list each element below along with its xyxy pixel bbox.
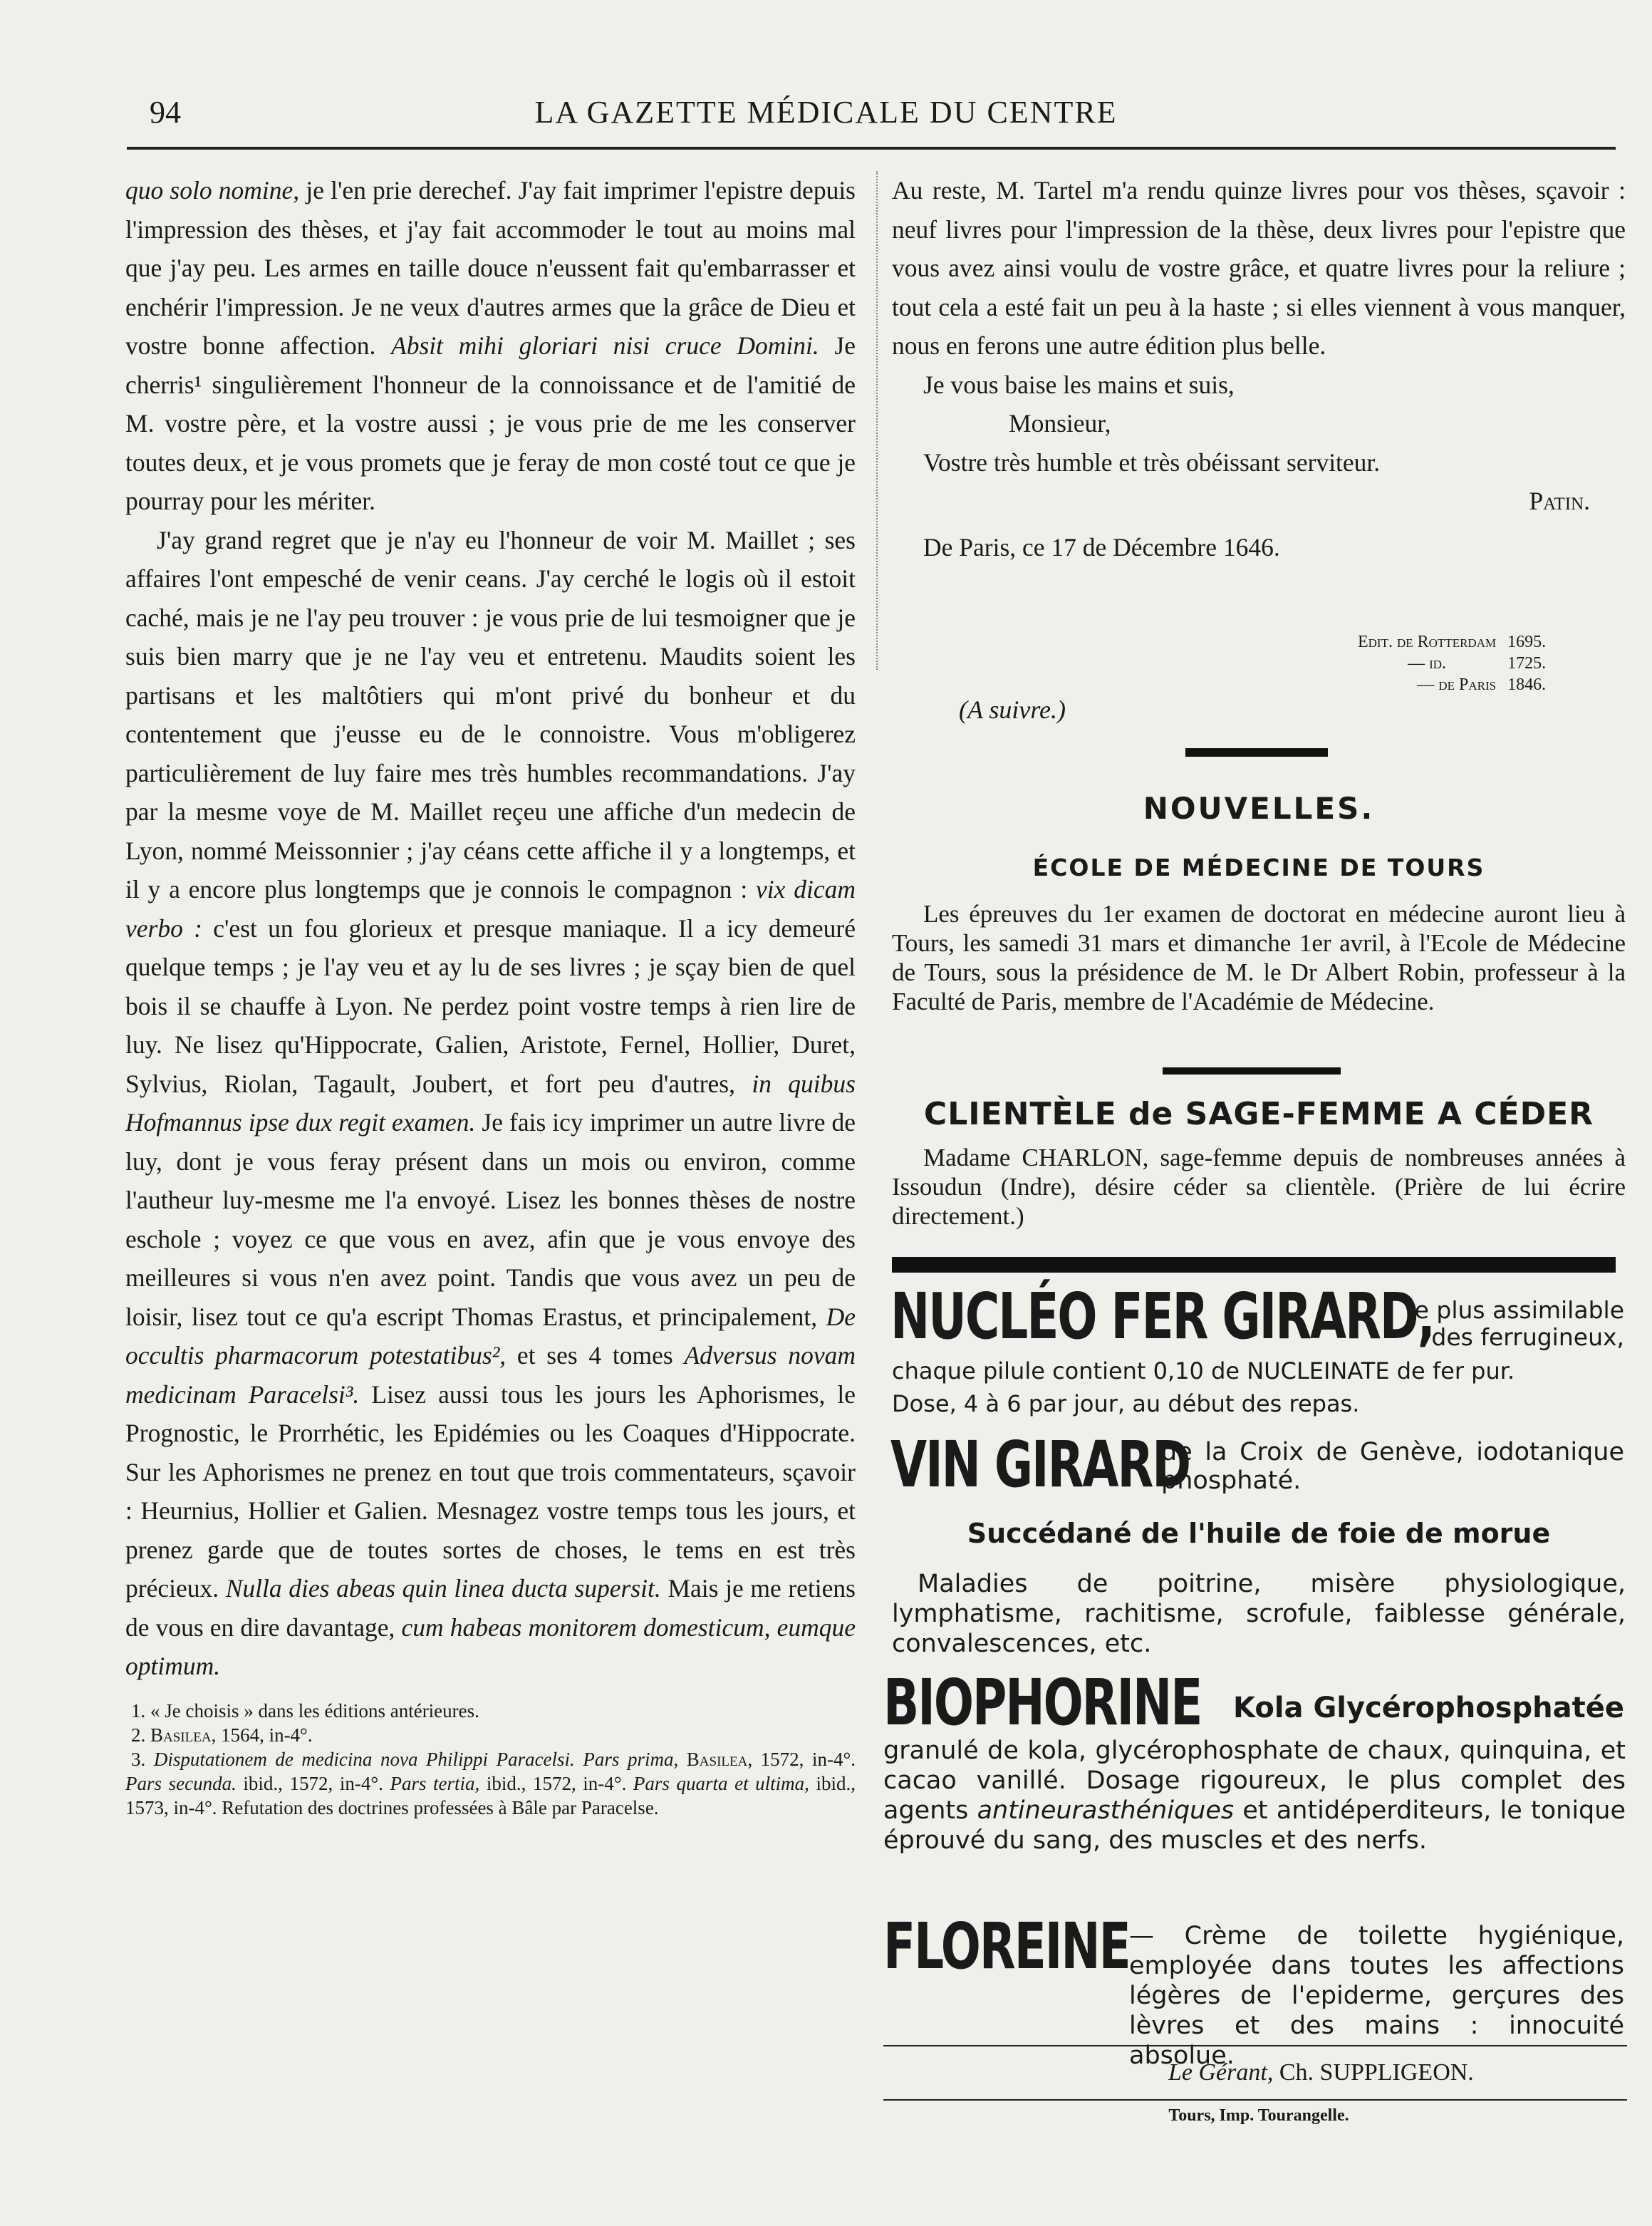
latin-title: Adversus novam medicinam Paracelsi³.	[125, 1341, 856, 1409]
text-run: Pars quarta et ultima,	[633, 1772, 809, 1794]
ad-floreine	[883, 1909, 1130, 1984]
section-divider	[1185, 748, 1328, 757]
dateline: De Paris, ce 17 de Décembre 1646.	[923, 532, 1280, 561]
ad-brand-name: VIN GIRARD	[890, 1427, 1190, 1502]
letter-paragraph-3: Au reste, M. Tartel m'a rendu quinze livres pour vos thèses, sçavoir : neuf livres pour l'impression de la thèse, deux livres pour l'epistre que vous avez ainsi voulu de vostre grâce, et quatre livres pour la reliure ; tout cela a esté fait un peu à la haste ; si elles viennent à vous manquer, nous en ferons une autre édition plus belle.	[892, 176, 1626, 360]
column-divider	[876, 171, 878, 670]
text-run: et antidéperditeurs, le tonique éprouvé du sang, des muscles et des nerfs.	[883, 1796, 1626, 1855]
header-rule	[127, 147, 1616, 150]
section-divider	[1163, 1067, 1341, 1075]
text-run: granulé de kola, glycérophosphate de chaux, quinquina, et cacao vanillé. Dosage rigoureux, le plus complet des agents	[883, 1736, 1626, 1825]
footnote-3	[125, 1747, 856, 1820]
text-run: Madame CHARLON,	[923, 1144, 1149, 1171]
news-heading: NOUVELLES.	[1143, 791, 1375, 826]
edition-row	[1352, 631, 1552, 653]
ad-text: Maladies de poitrine, misère physiologique, lymphatisme, rachitisme, scrofule, faiblesse générale, convalescences, etc.	[892, 1570, 1626, 1658]
manager-credit	[1168, 2059, 1474, 2086]
text-run: Basilea	[678, 1748, 748, 1770]
latin-phrase: quo solo nomine,	[125, 176, 300, 205]
text-run: Basilea	[150, 1724, 212, 1746]
edition-label: Edit. de Rotterdam	[1358, 633, 1497, 651]
text-run: , 1564, in-4°.	[211, 1724, 313, 1746]
ad-tagline: Kola Glycérophosphatée	[1233, 1692, 1624, 1724]
ad-text: Dose, 4 à 6 par jour, au début des repas.	[892, 1390, 1360, 1417]
signature: Patin.	[1529, 487, 1590, 515]
printer-credit: Tours, Imp. Tourangelle.	[1168, 2106, 1349, 2125]
text-run: ibid., 1572, in-4°.	[236, 1772, 390, 1794]
text-run: 2.	[131, 1724, 150, 1746]
ad-brand-name: BIOPHORINE	[883, 1665, 1202, 1740]
left-column	[125, 171, 856, 1820]
ad-subheading: Succédané de l'huile de foie de morue	[967, 1518, 1551, 1549]
latin-phrase: cum habeas monitorem domesticum, eumque optimum.	[125, 1612, 856, 1680]
latin-phrase: in quibus Hofmannus ipse dux regit examen.	[125, 1069, 856, 1137]
midwife-heading: CLIENTÈLE de SAGE-FEMME A CÉDER	[923, 1096, 1594, 1132]
footnotes	[125, 1699, 856, 1820]
closing: Vostre très humble et très obéissant serviteur.	[923, 447, 1381, 477]
text-run: Pars tertia,	[390, 1772, 480, 1794]
editions-table	[1352, 631, 1552, 695]
text-run: Ch. SUPPLIGEON.	[1273, 2059, 1474, 2086]
footnote-2	[125, 1723, 856, 1747]
text-run: Disputationem de medicina nova Philippi Paracelsi. Pars prima,	[153, 1748, 679, 1770]
edition-year: 1846.	[1507, 675, 1547, 694]
footer-rule	[883, 2099, 1627, 2101]
ad-tagline: de la Croix de Genève, iodotanique phosphaté.	[1161, 1438, 1624, 1495]
text-run: Je cherris¹ singulièrement l'honneur de la connoissance et de l'amitié de M. vostre père, et la vostre aussi ; je vous prie de me les conserver toutes deux, et je vous promets que je feray de mon costé tout ce que je pourray pour les mériter.	[125, 331, 856, 515]
text-run: J'ay grand regret que je n'ay eu l'honneur de voir M. Maillet ; ses affaires l'ont empesché de venir ceans. J'ay cerché le logis où il estoit caché, mais je ne l'ay peu trouver : je vous prie de lui tesmoigner que je suis bien marry que je ne l'ay veu et entretenu. Maudits soient les partisans et les maltôtiers qui m'ont privé du bonheur et du contentement que j'eusse eu de le connoistre. Vous m'obligerez particulièrement de luy faire mes très humbles recommandations. J'ay par la mesme voye de M. Maillet reçeu une affiche d'un medecin de Lyon, nommé Meissonnier ; j'ay céans cette affiche il y a longtemps, et il y a encore plus longtemps que je connois le compagnon :	[125, 525, 856, 904]
text-run: , 1572, in-4°.	[747, 1748, 856, 1770]
salutation: Monsieur,	[1009, 409, 1111, 438]
footer-rule	[883, 2045, 1627, 2046]
text-run: c'est un fou glorieux et presque maniaque. Il a icy demeuré quelque temps ; je l'ay veu et ay lu de ses livres ; je sçay bien de quel bois il se chauffe à Lyon. Ne perdez point vostre temps à rien lire de luy. Ne lisez qu'Hippocrate, Galien, Aristote, Fernel, Hollier, Duret, Sylvius, Riolan, Tagault, Joubert, et fort peu d'autres,	[125, 913, 856, 1098]
text-run: Je fais icy imprimer un autre livre de luy, dont je vous feray présent dans un mois ou environ, comme l'autheur luy-mesme me l'a envoyé. Lisez les bonnes thèses de nostre eschole ; voyez ce que vous en avez, afin que je vous envoye des meilleures si vous n'en avez point. Tandis que vous avez un peu de loisir, lisez tout ce qu'a escript Thomas Erastus, et principalement,	[125, 1108, 856, 1331]
ad-vin-girard	[890, 1427, 1190, 1502]
edition-year: 1695.	[1507, 633, 1547, 651]
text-run: Mais je me retiens de vous en dire davantage,	[125, 1574, 856, 1642]
text-run: antineurasthéniques	[977, 1796, 1235, 1825]
text-run: ibid., 1573, in-4°. Refutation des doctrines professées à Bâle par Paracelse.	[125, 1772, 856, 1818]
edition-label: — id.	[1408, 654, 1447, 673]
ad-nucleo-fer-girard	[890, 1279, 1434, 1354]
edition-year: 1725.	[1507, 654, 1547, 673]
text-run: je l'en prie derechef. J'ay fait imprimer l'epistre depuis l'impression des thèses, et j'ay fait accommoder le tout au moins mal que j'ay peu. Les armes en taille douce n'eussent fait qu'embarrasser et enchérir l'impression. Je ne veux d'autres armes que la grâce de Dieu et vostre bonne affection.	[125, 176, 856, 360]
ad-text: chaque pilule contient 0,10 de NUCLEINATE de fer pur.	[892, 1357, 1515, 1384]
text-run: Le Gérant,	[1168, 2059, 1274, 2086]
text-run: Pars secunda.	[125, 1772, 237, 1794]
text-run: 3.	[131, 1748, 154, 1770]
edition-row	[1352, 653, 1552, 674]
ad-text: — Crème de toilette hygiénique, employée dans toutes les affections légères de l'epiderme, gerçures des lèvres et des mains : innocuité absolue.	[1129, 1922, 1624, 2070]
ad-brand-name: FLOREINE	[883, 1909, 1130, 1984]
latin-title: De occultis pharmacorum potestatibus²,	[125, 1302, 856, 1370]
letter-paragraph-4: Je vous baise les mains et suis,	[923, 370, 1235, 399]
ad-text	[883, 1736, 1626, 1855]
ad-biophorine	[883, 1665, 1202, 1740]
right-column	[892, 171, 1626, 566]
journal-title: LA GAZETTE MÉDICALE DU CENTRE	[534, 95, 1118, 130]
edition-row	[1352, 674, 1552, 695]
text-run: sage-femme depuis de nombreuses années à Issoudun (Indre), désire céder sa clientèle. (Prière de lui écrire directement.)	[892, 1144, 1626, 1230]
midwife-notice	[892, 1143, 1626, 1231]
text-run: et ses 4 tomes	[506, 1341, 685, 1370]
text-run: ibid., 1572, in-4°.	[479, 1772, 633, 1794]
ad-brand-name: NUCLÉO FER GIRARD,	[890, 1279, 1434, 1354]
to-be-continued: (A suivre.)	[959, 695, 1066, 724]
latin-phrase: Nulla dies abeas quin linea ducta supersit.	[225, 1574, 661, 1603]
ad-tagline: le plus assimilable des ferrugineux,	[1408, 1296, 1624, 1351]
ad-divider	[892, 1257, 1616, 1273]
latin-phrase: vix dicam verbo :	[125, 875, 856, 943]
school-heading: ÉCOLE DE MÉDECINE DE TOURS	[1032, 854, 1485, 881]
letter-paragraph-1	[125, 171, 856, 521]
text-run: Lisez aussi tous les jours les Aphorismes, le Prognostic, le Prorrhétic, les Epidémies ou les Coaques d'Hippocrate. Sur les Aphorismes ne prenez en tout que trois commentateurs, sçavoir : Heurnius, Hollier et Galien. Mesnagez vostre temps tous les jours, et prenez garde que de toutes sortes de choses, le tems en est très précieux.	[125, 1379, 856, 1603]
page-number: 94	[150, 95, 181, 130]
footnote-1: 1. « Je choisis » dans les éditions antérieures.	[131, 1699, 479, 1722]
latin-phrase: Absit mihi gloriari nisi cruce Domini.	[391, 331, 819, 360]
school-notice: Les épreuves du 1er examen de doctorat en médecine auront lieu à Tours, les samedi 31 mars et dimanche 1er avril, à l'Ecole de Médecine de Tours, sous la présidence de M. le Dr Albert Robin, professeur à la Faculté de Paris, membre de l'Académie de Médecine.	[892, 900, 1626, 1015]
letter-paragraph-2	[125, 521, 856, 1686]
edition-label: — de Paris	[1417, 675, 1497, 694]
